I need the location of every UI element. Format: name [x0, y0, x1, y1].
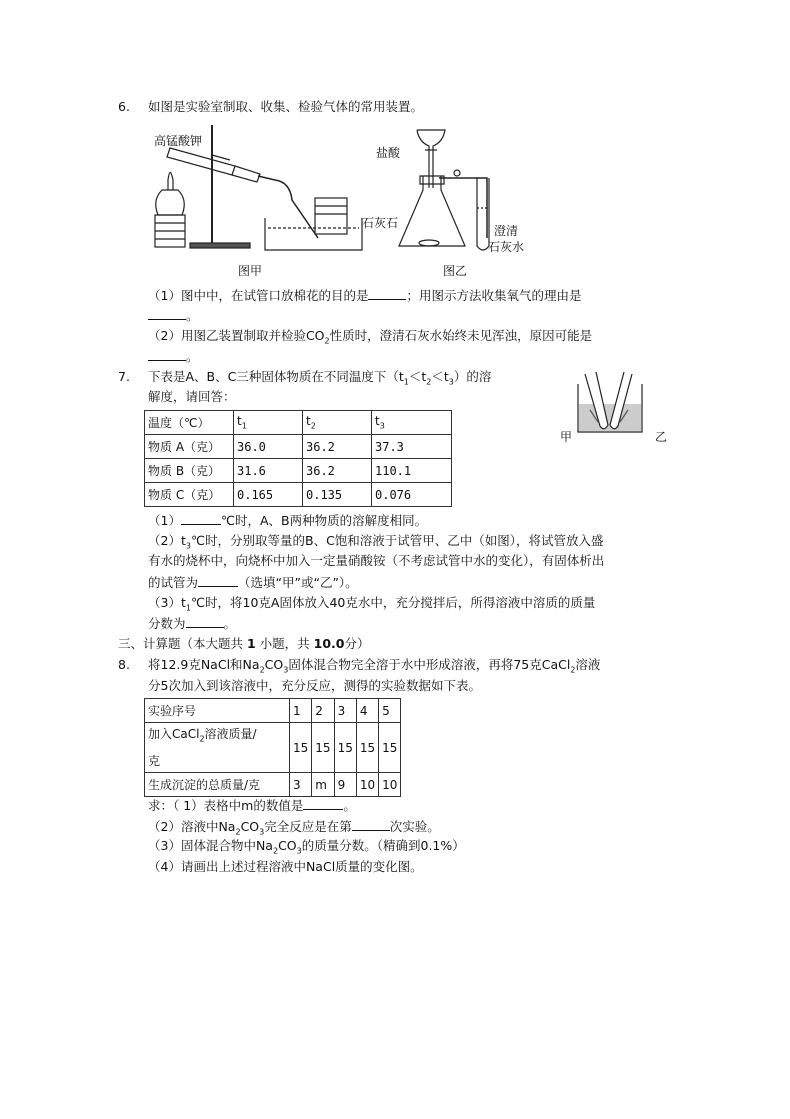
q7-stem-b: ＜t [408, 369, 427, 384]
q8-number: 8. [118, 657, 130, 672]
q8-p3-c: 的质量分数。（精确到0.1%） [301, 838, 465, 853]
q7-p3-blank [186, 613, 224, 628]
q6-p1-text-c: 。 [186, 308, 199, 323]
table-row [145, 723, 401, 773]
q7-part2-line2: 有水的烧杯中，向烧杯中加入一定量硝酸铵（不考虑试管中水的变化），有固体析出 [148, 553, 605, 568]
q7-stem-c: ＜t [431, 369, 449, 384]
table-cell: 实验序号 [145, 699, 290, 723]
q7-p2-blank [198, 572, 238, 587]
q8-p2-c: 完全反应是在第 [264, 819, 352, 834]
q7-p2-a: （2）t [148, 533, 186, 548]
q7-part1 [148, 510, 427, 531]
q7-p3-b: ℃时，将10克A固体放入40克水中，充分搅拌后，所得溶液中溶质的质量 [190, 595, 596, 610]
table-cell: 15 [379, 723, 401, 773]
q6-part2-line2 [148, 346, 199, 367]
table-cell: m [312, 773, 334, 797]
table-cell: 2 [312, 699, 334, 723]
q8-stem-sub-3: 2 [570, 665, 576, 675]
table-cell [145, 723, 290, 773]
q8-p2-sub1: 2 [235, 827, 241, 837]
q7-p2-l3-a: 的试管为 [148, 575, 199, 590]
fig-b-acid-label: 盐酸 [376, 146, 401, 160]
cell-sub: 2 [310, 421, 316, 431]
q8-p2-d: 次实验。 [389, 819, 440, 834]
q8-p3-sub1: 2 [272, 846, 279, 856]
section-title-a: 三、计算题（本大题共 [118, 636, 247, 651]
q8-part4: （4）请画出上述过程溶液中NaCl质量的变化图。 [148, 859, 423, 874]
q7-p1-text: ℃时，A、B两种物质的溶解度相同。 [220, 513, 428, 528]
q8-p1-b: 。 [343, 798, 356, 813]
cell-text: t [375, 414, 380, 429]
table-cell [372, 411, 452, 435]
q7-fig-label-left: 甲 [560, 430, 573, 444]
q8-experiment-table [144, 698, 401, 797]
cell-text-b: 溶液质量/ [204, 727, 257, 741]
table-cell: 15 [312, 723, 334, 773]
table-cell: 物质 B（克） [145, 459, 234, 483]
table-cell: 9 [334, 773, 356, 797]
q7-p1-pre: （1） [148, 513, 181, 528]
q8-p2-b: CO [240, 819, 260, 834]
section-title-b: 小题，共 [255, 636, 314, 651]
q7-stem-sub1: 1 [403, 377, 409, 387]
q6-p1-blank-2 [148, 305, 186, 320]
table-cell: 0.076 [372, 483, 452, 507]
q8-p3-a: （3）固体混合物中Na [148, 838, 273, 853]
table-row [145, 773, 401, 797]
q8-stem-sub-2: 3 [283, 665, 289, 675]
q7-p3-l2-b: 。 [223, 616, 237, 631]
q7-p2-l3-b: （选填“甲”或“乙”）。 [238, 575, 358, 590]
table-row [145, 483, 452, 507]
table-cell: 4 [356, 699, 378, 723]
q7-stem-d: ）的溶 [453, 369, 492, 384]
q7-number: 7. [118, 369, 130, 384]
table-cell: 0.165 [234, 483, 303, 507]
q6-p2-text-a: （2）用图乙装置制取并检验CO [148, 328, 325, 343]
cell-text-a: 加入CaCl [148, 727, 200, 741]
q7-p1-blank [181, 510, 221, 525]
q6-number: 6. [118, 99, 130, 114]
q8-p1-blank [303, 795, 343, 810]
q7-p3-l2-a: 分数为 [148, 616, 186, 631]
q8-stem-c: 固体混合物完全溶于水中形成溶液，再将75克CaCl [288, 657, 571, 672]
fig-b-caption: 图乙 [443, 264, 468, 278]
section-score: 10.0 [313, 636, 345, 651]
table-cell: 3 [290, 773, 312, 797]
table-cell: 15 [356, 723, 378, 773]
q8-stem-b: CO [264, 657, 284, 672]
table-cell: 物质 C（克） [145, 483, 234, 507]
table-cell: 36.0 [234, 435, 303, 459]
q8-part1 [148, 795, 356, 816]
q7-fig-label-right: 乙 [655, 430, 668, 444]
fig-b-water-label-2: 石灰水 [488, 240, 525, 254]
q6-part1-line1 [148, 285, 581, 306]
fig-b-water-label-1: 澄清 [494, 224, 519, 238]
q7-stem-line2: 解度，请回答： [148, 389, 236, 404]
q8-p2-a: （2）溶液中Na [148, 819, 236, 834]
table-cell [303, 411, 372, 435]
q7-beaker-figure [560, 370, 670, 450]
cell-text: t [237, 414, 242, 429]
table-cell: 1 [290, 699, 312, 723]
q6-p1-text-a: （1）图中中，在试管口放棉花的目的是 [148, 288, 369, 303]
fig-a-reagent-label: 高锰酸钾 [154, 134, 203, 148]
fig-b-solid-label: 石灰石 [362, 216, 399, 230]
q8-p1-a: 求：（ 1）表格中m的数值是 [148, 798, 304, 813]
q8-stem-sub-1: 2 [259, 665, 265, 675]
table-cell: 10 [356, 773, 378, 797]
table-cell: 生成沉淀的总质量/克 [145, 773, 290, 797]
table-cell: 3 [334, 699, 356, 723]
table-cell: 37.3 [372, 435, 452, 459]
q6-stem: 如图是实验室制取、收集、检验气体的常用装置。 [148, 99, 424, 114]
q7-part3-line2 [148, 613, 236, 634]
q8-stem-d: 溶液 [575, 657, 601, 672]
q6-part1-line2 [148, 305, 199, 326]
q6-p2-text-b: 性质时，澄清石灰水始终未见浑浊，原因可能是 [329, 328, 593, 343]
cell-sub: 2 [199, 734, 205, 744]
q7-solubility-table [144, 410, 452, 507]
table-cell: 15 [334, 723, 356, 773]
table-cell: 物质 A（克） [145, 435, 234, 459]
table-cell: 0.135 [303, 483, 372, 507]
q8-p2-blank [352, 816, 390, 831]
table-cell: 110.1 [372, 459, 452, 483]
q6-p2-text-c: 。 [186, 349, 199, 364]
q7-part2-line3 [148, 572, 358, 593]
table-cell: 36.2 [303, 435, 372, 459]
fig-a-caption: 图甲 [238, 264, 263, 278]
q7-p3-sub: 1 [185, 603, 191, 613]
q7-p2-sub: 3 [185, 541, 191, 551]
table-cell: 10 [379, 773, 401, 797]
table-cell: 36.2 [303, 459, 372, 483]
q6-part2-line1 [148, 326, 592, 352]
cell-text-c: 克 [148, 754, 161, 769]
cell-text: t [306, 414, 311, 429]
table-cell [234, 411, 303, 435]
q6-p1-text-b: ；用图示方法收集氧气的理由是 [406, 288, 582, 303]
q6-p2-sub: 2 [324, 336, 330, 346]
table-row [145, 411, 452, 435]
q7-stem-sub2: 2 [426, 377, 432, 387]
table-cell: 5 [379, 699, 401, 723]
table-cell: 温度（℃） [145, 411, 234, 435]
table-row [145, 435, 452, 459]
q8-stem-a: 将12.9克NaCl和Na [148, 657, 260, 672]
q7-stem-a: 下表是A、B、C三种固体物质在不同温度下（t [148, 369, 404, 384]
q8-p3-sub2: 3 [296, 846, 302, 856]
q8-stem-line2: 分5次加入到该溶液中，充分反应，测得的实验数据如下表。 [148, 678, 481, 693]
section-title-c: 分） [344, 636, 370, 651]
cell-sub: 1 [241, 421, 247, 431]
section-3-title [118, 634, 370, 654]
cell-sub: 3 [379, 421, 385, 431]
table-cell: 15 [290, 723, 312, 773]
q7-p3-a: （3）t [148, 595, 186, 610]
section-count: 1 [246, 636, 256, 651]
q8-p3-b: CO [278, 838, 297, 853]
q6-p2-blank [148, 346, 186, 361]
table-row [145, 699, 401, 723]
table-cell: 31.6 [234, 459, 303, 483]
q8-p2-sub2: 3 [259, 827, 265, 837]
q7-p2-b: ℃时，分别取等量的B、C饱和溶液于试管甲、乙中（如图），将试管放入盛 [190, 533, 604, 548]
q7-stem-sub3: 3 [448, 377, 454, 387]
q6-p1-blank-1 [368, 285, 406, 300]
table-row [145, 459, 452, 483]
